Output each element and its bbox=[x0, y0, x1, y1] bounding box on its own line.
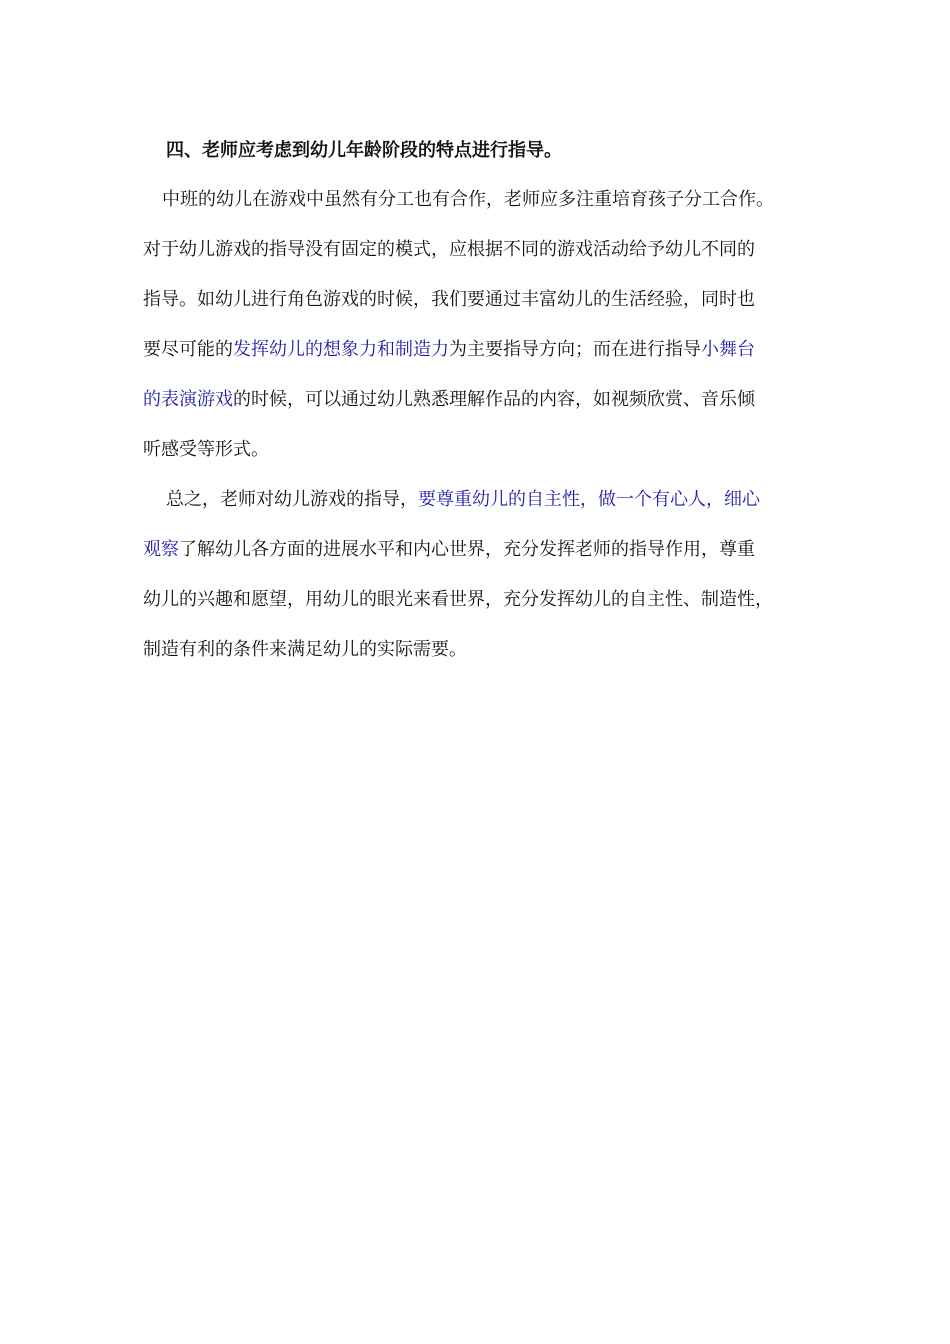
paragraph2-line3: 幼儿的兴趣和愿望，用幼儿的眼光来看世界，充分发挥幼儿的自主性、制造性， bbox=[143, 589, 773, 610]
highlight-phrase-performance-game: 的表演游戏 bbox=[143, 389, 233, 410]
paragraph1-line1: 中班的幼儿在游戏中虽然有分工也有合作，老师应多注重培育孩子分工合作。 bbox=[162, 189, 774, 210]
paragraph2-line1 bbox=[166, 488, 760, 512]
highlight-phrase-imagination: 发挥幼儿的想象力和制造力 bbox=[233, 339, 449, 360]
paragraph2-line2-text-b: 了解幼儿各方面的进展水平和内心世界，充分发挥老师的指导作用，尊重 bbox=[179, 539, 755, 560]
paragraph1-line4-text-a: 要尽可能的 bbox=[143, 339, 233, 360]
highlight-phrase-observe: 观察 bbox=[143, 539, 179, 560]
paragraph2-line4: 制造有利的条件来满足幼儿的实际需要。 bbox=[143, 639, 467, 660]
highlight-phrase-small-stage: 小舞台 bbox=[701, 339, 755, 360]
section-heading: 四、老师应考虑到幼儿年龄阶段的特点进行指导。 bbox=[166, 140, 562, 161]
paragraph1-line2: 对于幼儿游戏的指导没有固定的模式，应根据不同的游戏活动给予幼儿不同的 bbox=[143, 239, 755, 260]
highlight-phrase-respect-autonomy: 要尊重幼儿的自主性，做一个有心人，细心 bbox=[418, 489, 760, 510]
paragraph1-line5 bbox=[143, 388, 755, 412]
paragraph2-line2 bbox=[143, 538, 755, 562]
paragraph1-line5-text-b: 的时候，可以通过幼儿熟悉理解作品的内容，如视频欣赏、音乐倾 bbox=[233, 389, 755, 410]
paragraph2-line1-text-a: 总之，老师对幼儿游戏的指导， bbox=[166, 489, 418, 510]
paragraph1-line4 bbox=[143, 338, 755, 362]
paragraph1-line4-text-b: 为主要指导方向；而在进行指导 bbox=[449, 339, 701, 360]
paragraph1-line3: 指导。如幼儿进行角色游戏的时候，我们要通过丰富幼儿的生活经验，同时也 bbox=[143, 289, 755, 310]
paragraph1-line6: 听感受等形式。 bbox=[143, 439, 269, 460]
